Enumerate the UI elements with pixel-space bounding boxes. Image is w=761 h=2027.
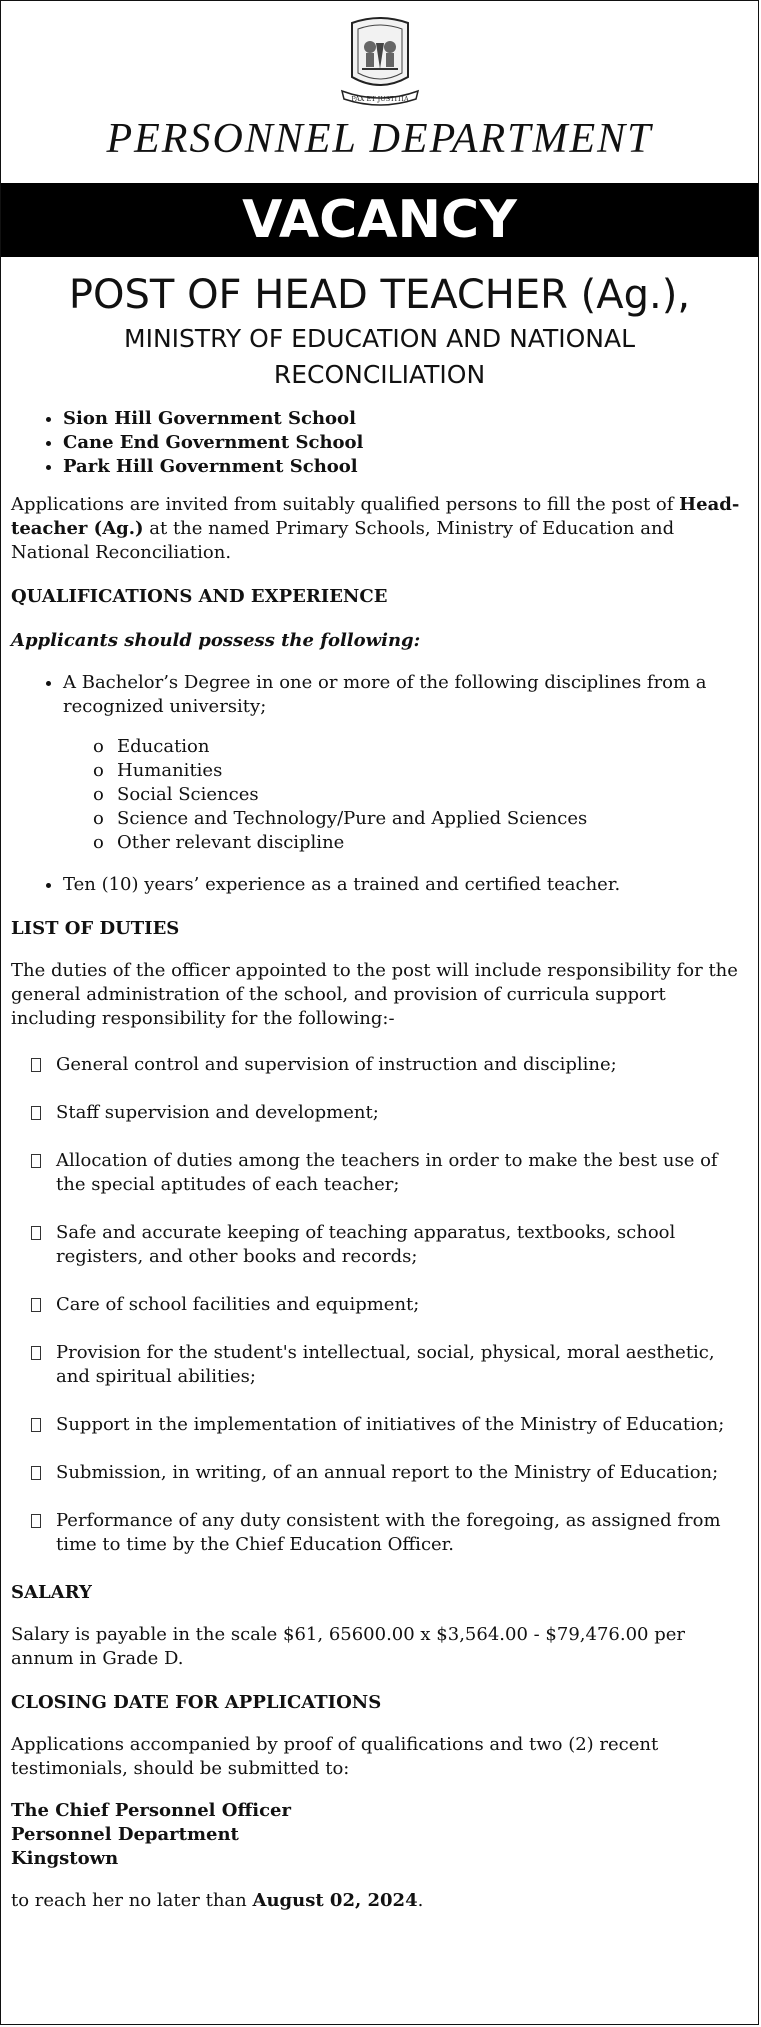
bullet-box-icon <box>31 1418 41 1432</box>
bullet-box-icon <box>31 1466 41 1480</box>
deadline-date: August 02, 2024 <box>252 1890 418 1911</box>
duty-text: Support in the implementation of initiatives of the Ministry of Education; <box>56 1414 725 1435</box>
deadline-line <box>11 1889 748 1913</box>
department-title: PERSONNEL DEPARTMENT <box>106 116 653 162</box>
discipline-item: o Other relevant discipline <box>93 831 748 855</box>
duty-text: Allocation of duties among the teachers in order to make the best use of the special aptitudes of each teacher; <box>56 1150 718 1195</box>
duty-text: Performance of any duty consistent with the foregoing, as assigned from time to time by the Chief Education Officer. <box>56 1510 721 1555</box>
closing-heading: CLOSING DATE FOR APPLICATIONS <box>11 1692 382 1713</box>
ministry-name: MINISTRY OF EDUCATION AND NATIONAL RECONCILIATION <box>124 324 635 389</box>
degree-requirement <box>63 671 748 855</box>
schools-list <box>33 407 748 479</box>
school-item: • Sion Hill Government School <box>63 407 748 431</box>
school-item: • Cane End Government School <box>63 431 748 455</box>
intro-text-end: at the named Primary Schools, Ministry of Education and National Reconciliation. <box>11 518 675 563</box>
bullet-box-icon <box>31 1298 41 1312</box>
duties-intro: The duties of the officer appointed to the post will include responsibility for the general administration of the school, and provision of curricula support including responsibility for the following:- <box>11 960 738 1029</box>
qualifications-heading: QUALIFICATIONS AND EXPERIENCE <box>11 586 388 607</box>
duty-item <box>23 1221 748 1269</box>
bullet-box-icon <box>31 1514 41 1528</box>
qualifications-list <box>33 671 748 897</box>
vacancy-banner: VACANCY <box>1 183 758 257</box>
duty-text: Safe and accurate keeping of teaching apparatus, textbooks, school registers, and other books and records; <box>56 1222 676 1267</box>
intro-paragraph <box>11 493 748 565</box>
duty-item <box>23 1101 748 1125</box>
duty-text: Care of school facilities and equipment; <box>56 1294 420 1315</box>
deadline-end: . <box>417 1890 424 1911</box>
school-item: • Park Hill Government School <box>63 455 748 479</box>
crest-motto: PAX ET JUSTITIA <box>350 95 409 103</box>
duty-item <box>23 1413 748 1437</box>
notice-body <box>1 407 758 1913</box>
bullet-box-icon <box>31 1058 41 1072</box>
address-line: Personnel Department <box>11 1824 239 1845</box>
duties-heading: LIST OF DUTIES <box>11 918 180 939</box>
submission-address <box>11 1799 748 1871</box>
bullet-box-icon <box>31 1154 41 1168</box>
bullet-box-icon <box>31 1106 41 1120</box>
intro-post-name: Head-teacher (Ag.) <box>11 494 740 539</box>
bullet-box-icon <box>31 1346 41 1360</box>
address-line: Kingstown <box>11 1848 119 1869</box>
duty-item <box>23 1341 748 1389</box>
salary-heading: SALARY <box>11 1582 92 1603</box>
duty-text: Provision for the student's intellectual, social, physical, moral aesthetic, and spiritual abilities; <box>56 1342 715 1387</box>
duties-list <box>23 1053 748 1557</box>
salary-text: Salary is payable in the scale $61, 65600.00 x $3,564.00 - $79,476.00 per annum in Grade D. <box>11 1624 685 1669</box>
duty-item <box>23 1461 748 1485</box>
discipline-item: o Humanities <box>93 759 748 783</box>
closing-text: Applications accompanied by proof of qualifications and two (2) recent testimonials, should be submitted to: <box>11 1734 659 1779</box>
duty-item <box>23 1053 748 1077</box>
duty-text: Staff supervision and development; <box>56 1102 379 1123</box>
coat-of-arms-crest <box>332 13 428 109</box>
duty-item <box>23 1293 748 1317</box>
degree-text: A Bachelor’s Degree in one or more of the following disciplines from a recognized university; <box>63 672 707 717</box>
discipline-item: o Education <box>93 735 748 759</box>
qualifications-subheading: Applicants should possess the following: <box>11 630 421 651</box>
intro-text: Applications are invited from suitably qualified persons to fill the post of <box>11 494 680 515</box>
duty-text: Submission, in writing, of an annual report to the Ministry of Education; <box>56 1462 719 1483</box>
duty-text: General control and supervision of instruction and discipline; <box>56 1054 617 1075</box>
post-title: POST OF HEAD TEACHER (Ag.), <box>68 272 691 318</box>
duty-item <box>23 1149 748 1197</box>
crest-area <box>1 1 758 111</box>
experience-requirement: • Ten (10) years’ experience as a trained and certified teacher. <box>63 873 748 897</box>
deadline-text: to reach her no later than <box>11 1890 253 1911</box>
discipline-item: o Social Sciences <box>93 783 748 807</box>
disciplines-list <box>93 735 748 855</box>
discipline-item: o Science and Technology/Pure and Applied Sciences <box>93 807 748 831</box>
duty-item <box>23 1509 748 1557</box>
address-line: The Chief Personnel Officer <box>11 1800 291 1821</box>
bullet-box-icon <box>31 1226 41 1240</box>
